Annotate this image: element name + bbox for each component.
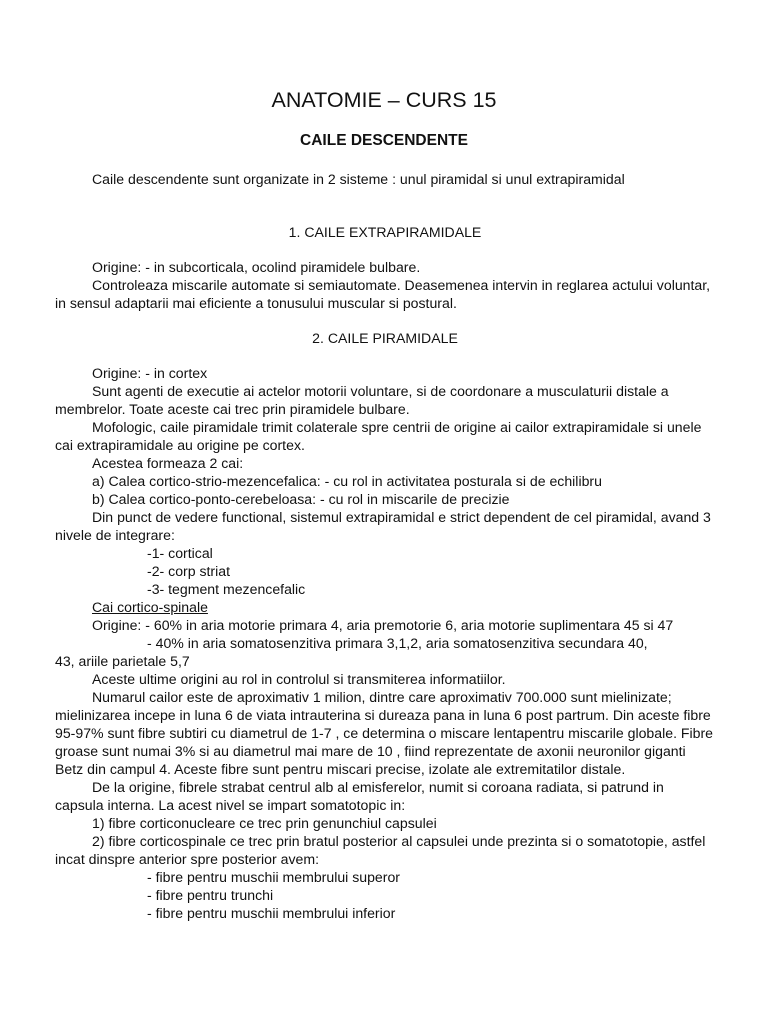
cortico-spinal-heading-text: Cai cortico-spinale [92, 599, 208, 615]
fibre-item: - fibre pentru muschii membrului inferior [147, 905, 396, 921]
cortico-origin-secondary: - 40% in aria somatosenzitiva primara 3,1,2, aria somatosenzitiva secundara 40, [147, 635, 648, 651]
section1-heading: 1. CAILE EXTRAPIRAMIDALE [288, 224, 482, 240]
section2-origin: Origine: - in cortex [92, 365, 208, 381]
path-a-item: a) Calea cortico-strio-mezencefalica: - cu rol in activitatea posturala si de echilibru [92, 473, 602, 489]
section2-paragraph: Sunt agenti de executie ai actelor motorii voluntare, si de coordonare a musculaturii distale a membrelor. Toate aceste cai trec prin piramidele bulbare. [55, 383, 669, 417]
section2-paragraph: Aceste ultime origini au rol in controlul si transmiterea informatiilor. [92, 671, 506, 687]
section2-paragraph: Numarul cailor este de aproximativ 1 milion, dintre care aproximativ 700.000 sunt mielinizate; mielinizarea incepe in luna 6 de viata intrauterina si dureaza pana in luna 6 post partrum. Din aceste fibre 95-97% sunt fibre subtiri cu diametrul de 1-7 , ce determina o miscare lentapentru miscarile globale. Fibre groase sunt numai 3% si au diametrul mai mare de 10 , fiind reprezentate de axonii neuronilor giganti Betz din campul 4. Aceste fibre sunt pentru miscari precise, izolate ale extremitatilor distale. [55, 689, 714, 777]
section2-paragraph: De la origine, fibrele strabat centrul alb al emisferelor, numit si coroana radiata, si patrund in capsula interna. La acest nivel se impart somatotopic in: [55, 779, 664, 813]
cortico-origin-secondary-continued: 43, ariile parietale 5,7 [55, 653, 190, 669]
level-item: -2- corp striat [147, 563, 231, 579]
section2-paragraph: Din punct de vedere functional, sistemul extrapiramidal e strict dependent de cel piramidal, avand 3 nivele de integrare: [55, 509, 711, 543]
capsule-item: 1) fibre corticonucleare ce trec prin genunchiul capsulei [92, 815, 437, 831]
level-item: -3- tegment mezencefalic [147, 581, 306, 597]
cortico-origin: Origine: - 60% in aria motorie primara 4, aria premotorie 6, aria motorie suplimentara 45 si 47 [92, 617, 674, 633]
section1-origin: Origine: - in subcorticala, ocolind piramidele bulbare. [92, 259, 421, 275]
fibre-item: - fibre pentru trunchi [147, 887, 274, 903]
section1-text: Controleaza miscarile automate si semiautomate. Deasemenea intervin in reglarea actului voluntar, in sensul adaptarii mai eficiente a tonusului muscular si postural. [55, 277, 711, 311]
document-body [55, 170, 715, 922]
capsule-item: 2) fibre corticospinale ce trec prin bratul posterior al capsulei unde prezinta si o somatotopie, astfel incat dinspre anterior spre posterior avem: [55, 833, 706, 867]
cortico-spinal-heading [55, 598, 715, 616]
document-subtitle: CAILE DESCENDENTE [300, 132, 468, 149]
path-b-item: b) Calea cortico-ponto-cerebeloasa: - cu rol in miscarile de precizie [92, 491, 510, 507]
section2-paragraph: Mofologic, caile piramidale trimit colaterale spre centrii de origine ai cailor extrapiramidale si unele cai extrapiramidale au origine pe cortex. [55, 419, 702, 453]
section2-paragraph: Acestea formeaza 2 cai: [92, 455, 244, 471]
fibre-item: - fibre pentru muschii membrului superor [147, 869, 400, 885]
intro-paragraph: Caile descendente sunt organizate in 2 sisteme : unul piramidal si unul extrapiramidal [92, 171, 625, 187]
document-title: ANATOMIE – CURS 15 [271, 88, 497, 112]
section2-heading: 2. CAILE PIRAMIDALE [312, 330, 458, 346]
level-item: -1- cortical [147, 545, 213, 561]
